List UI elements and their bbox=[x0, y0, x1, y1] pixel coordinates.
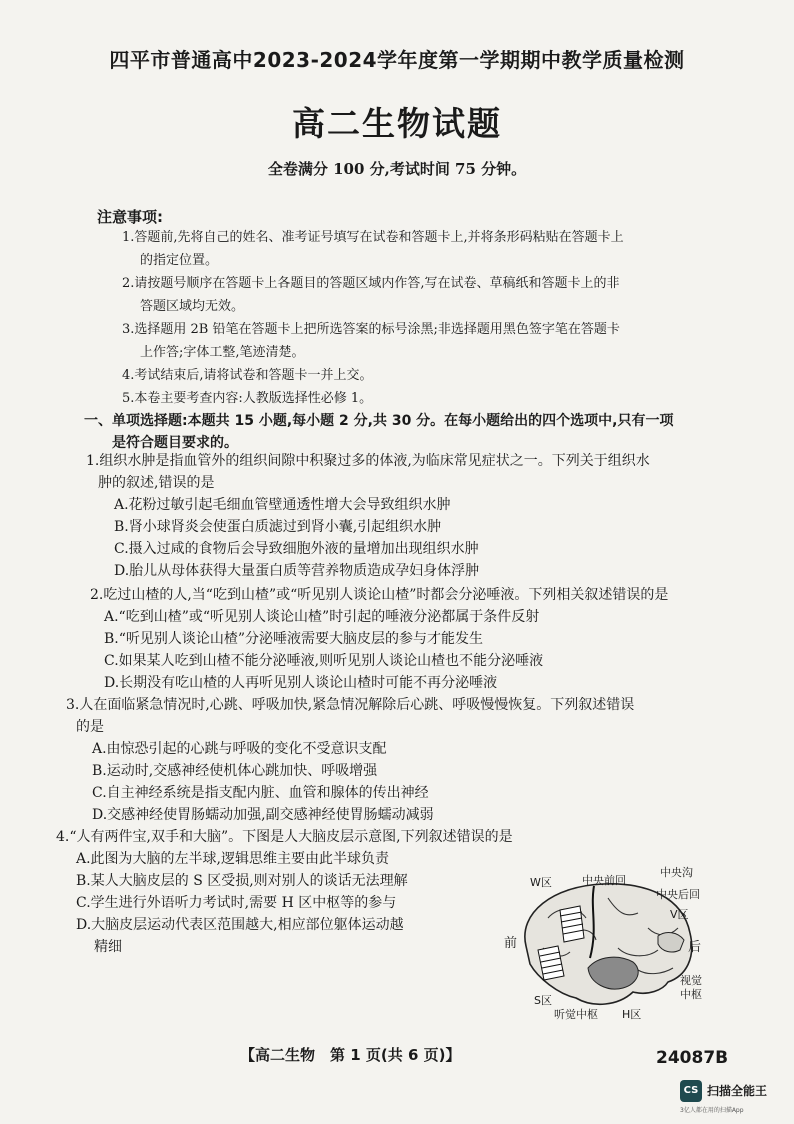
q3-option-b: B.运动时,交感神经使机体心跳加快、呼吸增强 bbox=[92, 763, 378, 779]
notice-line: 5.本卷主要考查内容:人教版选择性必修 1。 bbox=[122, 391, 373, 406]
q2-option-d: D.长期没有吃山楂的人再听见别人谈论山楂时可能不再分泌唾液 bbox=[104, 675, 498, 691]
q3-stem: 3.人在面临紧急情况时,心跳、呼吸加快,紧急情况解除后心跳、呼吸慢慢恢复。下列叙述错误 bbox=[66, 697, 635, 713]
q3-option-a: A.由惊恐引起的心跳与呼吸的变化不受意识支配 bbox=[92, 741, 387, 757]
brain-cortex-figure bbox=[498, 858, 714, 1026]
label-precentral-gyrus: 中央前回 bbox=[582, 874, 626, 887]
label-w-area: W区 bbox=[530, 876, 552, 889]
label-postcentral-gyrus: 中央后回 bbox=[656, 888, 700, 901]
notice-line: 4.考试结束后,请将试卷和答题卡一并上交。 bbox=[122, 368, 373, 383]
notice-line: 3.选择题用 2B 铅笔在答题卡上把所选答案的标号涂黑;非选择题用黑色签字笔在答题卡 bbox=[122, 322, 620, 337]
q4-option-c: C.学生进行外语听力考试时,需要 H 区中枢等的参与 bbox=[76, 895, 397, 911]
exam-code: 24087B bbox=[656, 1048, 729, 1068]
q1-stem-cont: 肿的叙述,错误的是 bbox=[98, 475, 215, 491]
label-visual-center: 视觉 bbox=[680, 974, 702, 987]
notice-list bbox=[122, 226, 722, 410]
label-front: 前 bbox=[504, 936, 518, 951]
label-s-area: S区 bbox=[534, 994, 552, 1007]
scanner-app-name: 扫描全能王 bbox=[707, 1084, 768, 1098]
notice-line: 上作答;字体工整,笔迹清楚。 bbox=[140, 345, 305, 360]
q2-stem: 2.吃过山楂的人,当“吃到山楂”或“听见别人谈论山楂”时都会分泌唾液。下列相关叙述错误的是 bbox=[90, 587, 669, 603]
q4-option-d: D.大脑皮层运动代表区范围越大,相应部位躯体运动越 bbox=[76, 917, 404, 933]
section-line: 一、单项选择题:本题共 15 小题,每小题 2 分,共 30 分。在每小题给出的四个选项中,只有一项 bbox=[84, 413, 674, 429]
notice-line: 的指定位置。 bbox=[140, 253, 219, 268]
q3-option-c: C.自主神经系统是指支配内脏、血管和腺体的传出神经 bbox=[92, 785, 429, 801]
label-auditory-center: 听觉中枢 bbox=[554, 1008, 598, 1021]
section-line: 是符合题目要求的。 bbox=[112, 435, 238, 451]
label-visual-center-2: 中枢 bbox=[680, 988, 702, 1001]
q1-option-a: A.花粉过敏引起毛细血管壁通透性增大会导致组织水肿 bbox=[114, 497, 451, 513]
score-info: 全卷满分 100 分,考试时间 75 分钟。 bbox=[267, 160, 527, 178]
exam-title: 四平市普通高中2023-2024学年度第一学期期中教学质量检测 bbox=[109, 48, 685, 72]
label-h-area: H区 bbox=[622, 1008, 642, 1021]
notice-line: 2.请按题号顺序在答题卡上各题目的答题区域内作答,写在试卷、草稿纸和答题卡上的非 bbox=[122, 276, 620, 291]
q2-option-a: A.“吃到山楂”或“听见别人谈论山楂”时引起的唾液分泌都属于条件反射 bbox=[104, 609, 540, 625]
subject-title: 高二生物试题 bbox=[292, 104, 502, 143]
q1-stem: 1.组织水肿是指血管外的组织间隙中积聚过多的体液,为临床常见症状之一。下列关于组织水 bbox=[86, 453, 650, 469]
notice-line: 1.答题前,先将自己的姓名、准考证号填写在试卷和答题卡上,并将条形码粘贴在答题卡上 bbox=[122, 230, 624, 245]
q3-stem-cont: 的是 bbox=[76, 719, 104, 735]
page-footer: 【高二生物 第 1 页(共 6 页)】 bbox=[240, 1046, 461, 1064]
label-back: 后 bbox=[688, 940, 702, 955]
q1-option-d: D.胎儿从母体获得大量蛋白质等营养物质造成孕妇身体浮肿 bbox=[114, 563, 480, 579]
scanner-watermark bbox=[680, 1078, 788, 1118]
q2-option-c: C.如果某人吃到山楂不能分泌唾液,则听见别人谈论山楂也不能分泌唾液 bbox=[104, 653, 544, 669]
section-heading bbox=[84, 410, 734, 454]
q4-option-b: B.某人大脑皮层的 S 区受损,则对别人的谈话无法理解 bbox=[76, 873, 408, 889]
q1-option-b: B.肾小球肾炎会使蛋白质滤过到肾小囊,引起组织水肿 bbox=[114, 519, 442, 535]
camscanner-logo-icon: CS bbox=[680, 1080, 702, 1102]
q3-option-d: D.交感神经使胃肠蠕动加强,副交感神经使胃肠蠕动减弱 bbox=[92, 807, 434, 823]
notice-title: 注意事项: bbox=[97, 208, 163, 226]
label-v-area: V区 bbox=[670, 908, 689, 921]
q4-option-d-cont: 精细 bbox=[94, 939, 122, 955]
label-central-sulcus: 中央沟 bbox=[660, 866, 693, 879]
q1-option-c: C.摄入过咸的食物后会导致细胞外液的量增加出现组织水肿 bbox=[114, 541, 479, 557]
scanner-tagline: 3亿人都在用的扫描App bbox=[680, 1107, 744, 1114]
q4-stem: 4.“人有两件宝,双手和大脑”。下图是人大脑皮层示意图,下列叙述错误的是 bbox=[56, 829, 513, 845]
q4-option-a: A.此图为大脑的左半球,逻辑思维主要由此半球负责 bbox=[76, 851, 390, 867]
notice-line: 答题区域均无效。 bbox=[140, 299, 245, 314]
q2-option-b: B.“听见别人谈论山楂”分泌唾液需要大脑皮层的参与才能发生 bbox=[104, 631, 484, 647]
